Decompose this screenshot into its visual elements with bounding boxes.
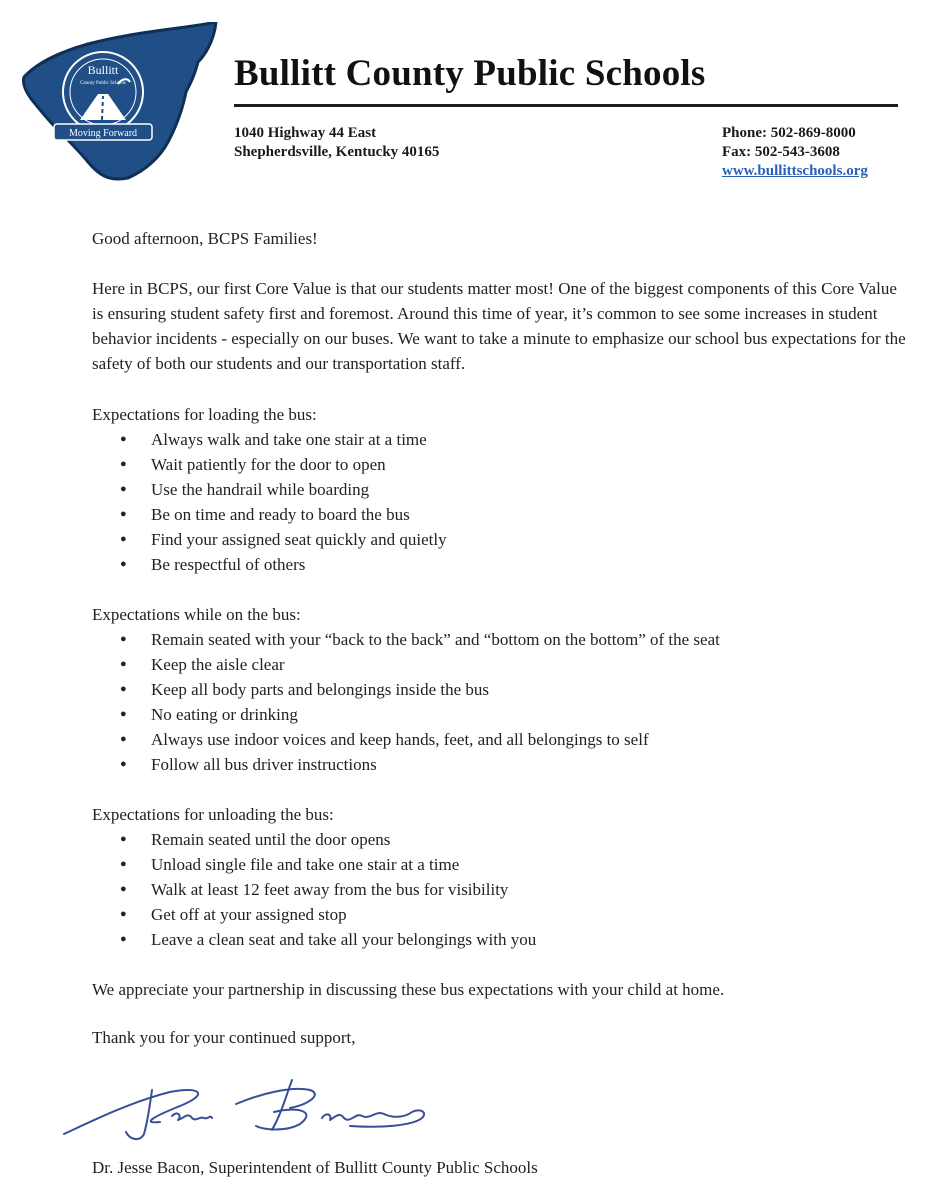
list-item: ● Be on time and ready to board the bus xyxy=(92,502,912,527)
fax: Fax: 502-543-3608 xyxy=(722,144,840,160)
org-name: Bullitt County Public Schools xyxy=(234,53,706,94)
signature xyxy=(60,1072,460,1144)
list-item: ● Find your assigned seat quickly and quietly xyxy=(92,527,912,552)
contact-block xyxy=(722,124,868,181)
logo-banner-text: Moving Forward xyxy=(68,128,138,139)
letter-body xyxy=(92,226,912,1050)
closing: Thank you for your continued support, xyxy=(92,1028,356,1047)
list-item: ● Keep the aisle clear xyxy=(92,652,912,677)
address-line: 1040 Highway 44 East xyxy=(234,125,377,141)
list-item: ● Get off at your assigned stop xyxy=(92,902,912,927)
list-item: ● Always use indoor voices and keep hands, feet, and all belongings to self xyxy=(92,727,912,752)
list-item: ● Follow all bus driver instructions xyxy=(92,752,912,777)
list-item: ● Wait patiently for the door to open xyxy=(92,452,912,477)
section-heading: Expectations while on the bus: xyxy=(92,605,301,624)
section-on-bus xyxy=(92,602,912,777)
address-block xyxy=(234,124,439,162)
list-item: ● Keep all body parts and belongings inside the bus xyxy=(92,677,912,702)
list-item: ● Be respectful of others xyxy=(92,552,912,577)
signer-name: Dr. Jesse Bacon, Superintendent of Bullitt County Public Schools xyxy=(92,1158,538,1177)
list-item: ● Always walk and take one stair at a time xyxy=(92,427,912,452)
section-loading xyxy=(92,402,912,577)
district-logo xyxy=(18,22,218,182)
logo-seal-subtext: County Public Schools xyxy=(80,81,126,86)
list-item: ● Use the handrail while boarding xyxy=(92,477,912,502)
list-item: ● Walk at least 12 feet away from the bus for visibility xyxy=(92,877,912,902)
logo-seal-text: Bullitt xyxy=(87,63,119,77)
greeting: Good afternoon, BCPS Families! xyxy=(92,229,318,248)
intro-paragraph: Here in BCPS, our first Core Value is that our students matter most! One of the biggest components of this Core Value is ensuring student safety first and foremost. Around this time of year, it’s common to see some increases in student behavior incidents - especially on our buses. We want to take a minute to emphasize our school bus expectations for the safety of both our students and our transportation staff. xyxy=(92,279,906,373)
website-link[interactable]: www.bullittschools.org xyxy=(722,163,868,179)
section-unloading xyxy=(92,802,912,952)
address-line: Shepherdsville, Kentucky 40165 xyxy=(234,144,440,160)
list-item: ● No eating or drinking xyxy=(92,702,912,727)
list-item: ● Remain seated until the door opens xyxy=(92,827,912,852)
list-item: ● Remain seated with your “back to the back” and “bottom on the bottom” of the seat xyxy=(92,627,912,652)
header-divider xyxy=(234,104,898,107)
appreciation-paragraph: We appreciate your partnership in discussing these bus expectations with your child at home. xyxy=(92,980,725,999)
list-item: ● Leave a clean seat and take all your belongings with you xyxy=(92,927,912,952)
phone: Phone: 502-869-8000 xyxy=(722,125,856,141)
section-heading: Expectations for unloading the bus: xyxy=(92,805,334,824)
section-heading: Expectations for loading the bus: xyxy=(92,405,317,424)
list-item: ● Unload single file and take one stair at a time xyxy=(92,852,912,877)
